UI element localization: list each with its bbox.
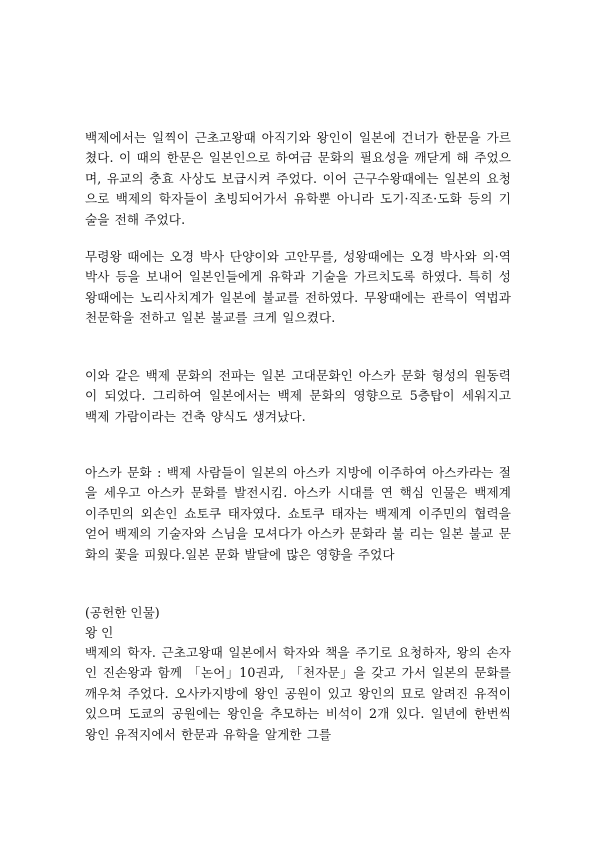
- paragraph-baekje-scholars: 백제에서는 일찍이 근초고왕때 아직기와 왕인이 일본에 건너가 한문을 가르쳤다. 이 때의 한문은 일본인으로 하여금 문화의 필요성을 깨닫게 해 주었으며, 유교의 충효 사상도 보급시켜 주었다. 이어 근구수왕때에는 일본의 요청으로 백제의 학자들이 초빙되어가서 유학뿐 아니라 도기·직조·도화 등의 기술을 전해 주었다.: [85, 130, 511, 227]
- paragraph-asuka-culture: 아스카 문화 : 백제 사람들이 일본의 아스카 지방에 이주하여 아스카라는 절을 세우고 아스카 문화를 발전시킴. 아스카 시대를 연 핵심 인물은 백제계 이주민의 외손인 쇼토쿠 태자였다. 쇼토쿠 태자는 백제계 이주민의 협력을 얻어 백제의 기술자와 스님을 모셔다가 아스카 문화라 불 리는 일본 불교 문화의 꽃을 피웠다.일본 문화 발달에 많은 영향을 주었다: [85, 465, 511, 562]
- section-heading: (공헌한 인물): [85, 605, 160, 620]
- paragraph-muryeong-seong: 무령왕 때에는 오경 박사 단양이와 고안무를, 성왕때에는 오경 박사와 의·역 박사 등을 보내어 일본인들에게 유학과 기술을 가르치도록 하였다. 특히 성왕때에는 노리사치계가 일본에 불교를 전하였다. 무왕때에는 관륵이 역법과 천문학을 전하고 일본 불교를 크게 일으켰다.: [85, 249, 511, 326]
- person-name: 왕 인: [85, 625, 114, 640]
- paragraph-wang-in: 백제의 학자. 근초고왕때 일본에서 학자와 책을 주기로 요청하자, 왕의 손자인 진손왕과 함께 「논어」10권과, 「천자문」을 갖고 가서 일본의 문화를 깨우쳐 주었다. 오사카지방에 왕인 공원이 있고 왕인의 묘로 알려진 유적이 있으며 도쿄의 공원에는 왕인을 추모하는 비석이 2개 있다. 일년에 한번씩 왕인 유적지에서 한문과 유학을 알게한 그를: [85, 645, 511, 742]
- paragraph-asuka-influence: 이와 같은 백제 문화의 전파는 일본 고대문화인 아스카 문화 형성의 원동력이 되었다. 그리하여 일본에서는 백제 문화의 영향으로 5층탑이 세워지고 백제 가람이라는 건축 양식도 생겨났다.: [85, 368, 511, 424]
